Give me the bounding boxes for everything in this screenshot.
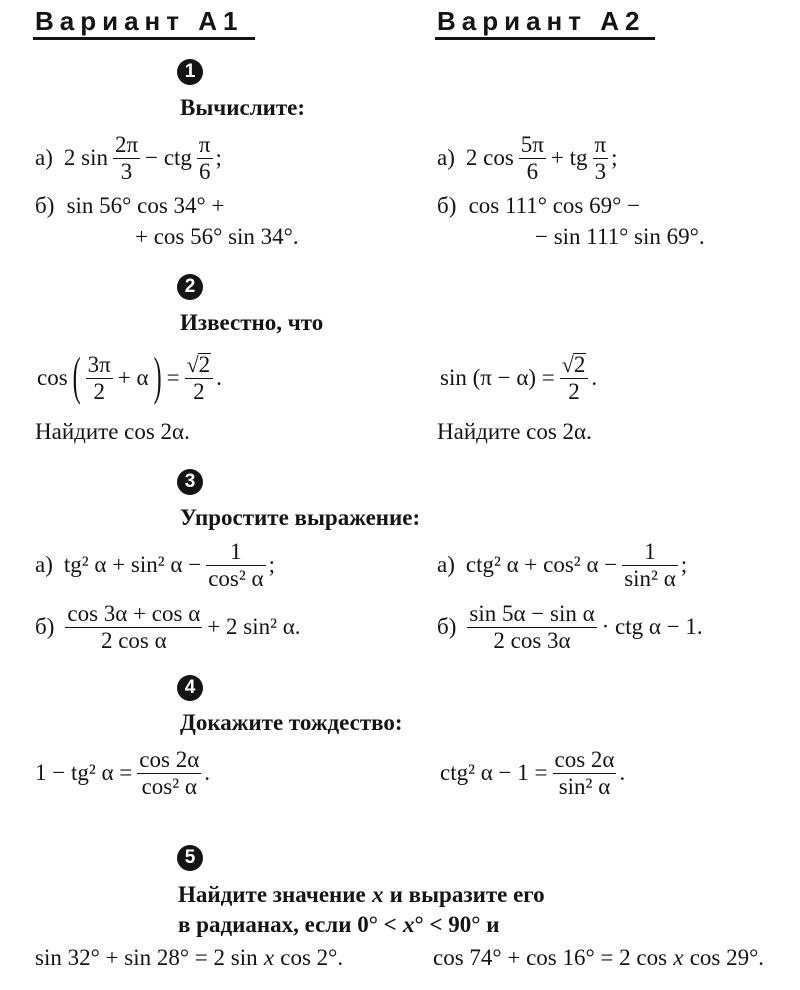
variable-x: x (371, 882, 384, 907)
item-label-b: б) (35, 193, 55, 218)
fraction (553, 747, 617, 800)
fraction-numerator (185, 352, 214, 379)
expr-text: − sin 111° sin 69°. (535, 224, 705, 249)
variant-a2-heading: Вариант А2 (435, 6, 655, 40)
task3-title: Упростите выражение: (180, 505, 421, 530)
task1-right-item-b (437, 191, 640, 221)
punctuation: . (204, 760, 210, 785)
fraction-numerator: 3π (87, 351, 111, 377)
task3-left-item-b (35, 601, 301, 653)
expr-text: ctg² α − 1 = (440, 760, 548, 785)
expr-text: cos 111° cos 69° − (468, 193, 641, 218)
punctuation: ; (611, 145, 618, 170)
expr-text: cos (37, 365, 68, 390)
fraction-numerator: cos 2α (554, 746, 615, 772)
punctuation: ; (680, 552, 688, 577)
item-label-a: а) (35, 552, 53, 577)
fraction-numerator: cos 3α + cos α (67, 600, 201, 626)
expr-text: + cos 56° sin 34°. (135, 224, 299, 249)
fraction-denominator: 6 (198, 158, 211, 184)
question-text: Найдите cos 2α. (437, 419, 592, 444)
task4-title: Докажите тождество: (180, 710, 403, 735)
fraction-numerator: 1 (206, 539, 265, 566)
variant-a1-heading: Вариант А1 (33, 6, 255, 40)
expr-text: 2 cos (465, 145, 514, 170)
close-parenthesis: ) (153, 349, 162, 407)
task2-number-badge: 2 (177, 274, 203, 300)
task3-left-item-a (35, 539, 275, 591)
item-label-a: а) (437, 552, 455, 577)
radicand: 2 (573, 351, 586, 377)
fraction-denominator: 6 (526, 158, 539, 184)
fraction (467, 601, 596, 654)
item-label-b: б) (35, 614, 55, 639)
expr-text: + α (117, 365, 149, 390)
variable-x: x (263, 945, 275, 970)
task1-left-item-b (35, 191, 224, 221)
task3-number-badge: 3 (177, 469, 203, 495)
expr-text: 2 sin (63, 145, 108, 170)
item-label-b: б) (437, 193, 457, 218)
fraction-numerator: 1 (622, 539, 678, 566)
expr-text: sin 32° + sin 28° = 2 sin (35, 945, 258, 970)
punctuation: . (619, 760, 626, 785)
expr-text: sin 56° cos 34° + (66, 193, 225, 218)
fraction (65, 601, 202, 654)
task5-right-equation (433, 943, 764, 973)
fraction (206, 539, 265, 592)
task4-number-badge: 4 (177, 675, 203, 701)
fraction-numerator: cos 2α (139, 746, 200, 772)
fraction-denominator: sin² α (624, 565, 676, 591)
expr-text: cos 74° + cos 16° = 2 cos (433, 945, 668, 970)
radicand: 2 (198, 351, 211, 377)
variable-x: x (402, 912, 415, 937)
task3-right-item-a (437, 539, 687, 591)
task2-left-condition (37, 349, 222, 407)
fraction-denominator: 3 (594, 158, 607, 184)
variable-x: x (673, 945, 684, 970)
fraction-denominator: cos² α (141, 773, 197, 799)
expr-text: 1 − tg² α = (35, 760, 133, 785)
fraction (560, 352, 589, 405)
fraction-numerator: 5π (520, 131, 544, 157)
punctuation: ; (268, 552, 275, 577)
fraction (137, 747, 201, 800)
title-text: Найдите значение (178, 882, 366, 907)
fraction (622, 539, 678, 592)
question-text: Найдите cos 2α. (35, 419, 190, 444)
item-label-b: б) (437, 614, 457, 639)
task1-right-item-b-continuation (535, 222, 705, 252)
fraction (185, 352, 214, 405)
expr-text: tg² α + sin² α − (63, 552, 202, 577)
fraction-denominator: sin² α (558, 773, 611, 799)
fraction-denominator: cos² α (208, 565, 264, 591)
fraction (197, 132, 213, 185)
fraction-denominator: 2 (568, 378, 580, 404)
fraction-numerator: 2π (114, 131, 139, 157)
task1-right-item-a (437, 132, 618, 184)
expr-text: cos 29°. (689, 945, 765, 970)
title-text: ° < 90° и (414, 912, 500, 937)
radical-sign: √ (186, 351, 199, 377)
punctuation: . (591, 365, 598, 390)
fraction-denominator: 2 (93, 378, 105, 404)
expr-text: sin (π − α) = (440, 365, 555, 390)
radical-sign: √ (561, 351, 574, 377)
fraction-denominator: 3 (120, 158, 133, 184)
title-text: в радианах, если 0° < (178, 912, 397, 937)
fraction-denominator: 2 cos 3α (493, 627, 571, 653)
task3-right-item-b (437, 601, 703, 653)
task2-right-question (437, 417, 592, 447)
fraction-numerator: π (594, 131, 607, 157)
item-label-a: а) (35, 145, 53, 170)
task2-right-condition (440, 352, 597, 404)
task2-title: Известно, что (180, 310, 324, 335)
expr-text: − ctg (145, 145, 192, 170)
task5-title-line2 (178, 910, 499, 940)
expr-text: ctg² α + cos² α − (465, 552, 618, 577)
task5-number-badge: 5 (177, 845, 203, 871)
fraction (86, 352, 113, 405)
fraction-numerator (560, 352, 589, 379)
punctuation: . (216, 365, 222, 390)
task4-right-identity (440, 747, 625, 799)
expr-text: cos 2°. (280, 945, 344, 970)
title-text: и выразите его (389, 882, 545, 907)
fraction-denominator: 2 (193, 378, 205, 404)
fraction (113, 132, 140, 185)
item-label-a: а) (437, 145, 455, 170)
task2-left-question (35, 417, 190, 447)
task5-left-equation (35, 943, 343, 973)
task1-left-item-a (35, 132, 222, 184)
fraction (519, 132, 546, 185)
task1-title: Вычислите: (180, 95, 306, 120)
task1-number-badge: 1 (177, 59, 203, 85)
equals-sign: = (166, 365, 180, 390)
expr-text: + 2 sin² α. (207, 614, 301, 639)
task4-left-identity (35, 747, 210, 799)
fraction-denominator: 2 cos α (100, 627, 167, 653)
open-parenthesis: ( (72, 349, 81, 407)
expr-text: + tg (550, 145, 588, 170)
fraction-numerator: sin 5α − sin α (469, 600, 595, 626)
expr-text: · ctg α − 1. (601, 614, 703, 639)
fraction-numerator: π (198, 131, 211, 157)
punctuation: ; (215, 145, 222, 170)
task1-left-item-b-continuation (135, 222, 299, 252)
task5-title-line1 (178, 880, 545, 910)
fraction (593, 132, 609, 185)
